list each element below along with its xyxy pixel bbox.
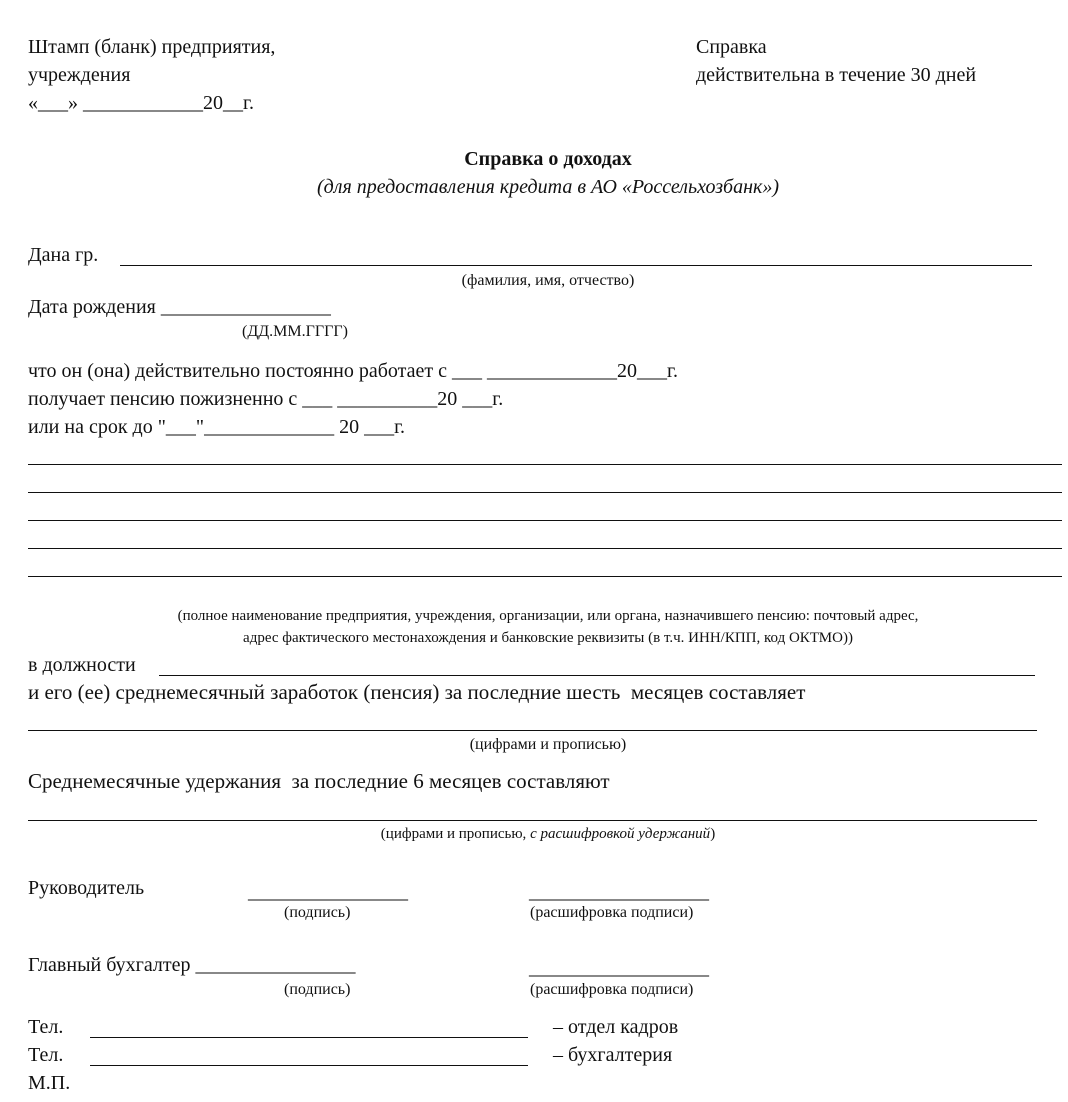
pension-until-field: или на срок до "___"_____________ 20 ___г. [28, 416, 406, 438]
accountant-decode-hint: (расшифровка подписи) [530, 981, 694, 998]
full-name-line [120, 265, 1032, 266]
organization-line [28, 520, 1062, 521]
position-line [159, 675, 1035, 676]
income-text: и его (ее) среднемесячный заработок (пенсия) за последние шесть месяцев составляет [28, 680, 806, 704]
organization-hint-line1: (полное наименование предприятия, учреждения, организации, или органа, назначившего пенсию: почтовый адрес, [177, 608, 919, 624]
seal-label: М.П. [28, 1072, 71, 1094]
tel-hr-label: Тел. [28, 1016, 64, 1038]
position-label: в должности [28, 654, 136, 676]
organization-line [28, 464, 1062, 465]
accounting-dept-label: – бухгалтерия [553, 1044, 673, 1066]
accountant-signature-hint: (подпись) [284, 981, 351, 998]
hr-dept-label: – отдел кадров [553, 1016, 679, 1038]
deductions-line [28, 820, 1037, 821]
tel-accounting-line [90, 1065, 528, 1066]
stamp-label-line1: Штамп (бланк) предприятия, [28, 36, 276, 58]
head-decode-hint: (расшифровка подписи) [530, 904, 694, 921]
head-signature-line: ________________ [248, 881, 408, 903]
pension-since-field: получает пенсию пожизненно с ___ __________20 ___г. [28, 388, 504, 410]
income-hint: (цифрами и прописью) [469, 736, 627, 753]
document-subtitle: (для предоставления кредита в АО «Россельхозбанк») [316, 176, 780, 198]
given-to-label: Дана гр. [28, 244, 99, 266]
validity-label-line1: Справка [696, 36, 767, 58]
head-decode-line: __________________ [529, 881, 709, 903]
organization-line [28, 492, 1062, 493]
full-name-hint: (фамилия, имя, отчество) [461, 272, 635, 289]
head-signature-hint: (подпись) [284, 904, 351, 921]
head-label: Руководитель [28, 877, 145, 899]
birth-date-field: Дата рождения _________________ [28, 296, 331, 318]
stamp-label-line2: учреждения [28, 64, 131, 86]
organization-line [28, 576, 1062, 577]
income-line [28, 730, 1037, 731]
organization-hint-line2: адрес фактического местонахождения и банковские реквизиты (в т.ч. ИНН/КПП, код ОКТМО)) [243, 630, 853, 646]
accountant-field: Главный бухгалтер ________________ [28, 954, 356, 976]
works-since-field: что он (она) действительно постоянно работает с ___ _____________20___г. [28, 360, 678, 382]
tel-accounting-label: Тел. [28, 1044, 64, 1066]
deductions-hint: (цифрами и прописью, с расшифровкой удержаний) [380, 826, 716, 842]
tel-hr-line [90, 1037, 528, 1038]
accountant-decode-line: __________________ [529, 957, 709, 979]
validity-label-line2: действительна в течение 30 дней [696, 64, 977, 86]
organization-line [28, 548, 1062, 549]
birth-date-hint: (ДД.ММ.ГГГГ) [242, 323, 348, 340]
issue-date-field: «___» ____________20__г. [28, 92, 254, 114]
deductions-text: Среднемесячные удержания за последние 6 месяцев составляют [28, 769, 610, 793]
document-title: Справка о доходах [464, 148, 632, 170]
